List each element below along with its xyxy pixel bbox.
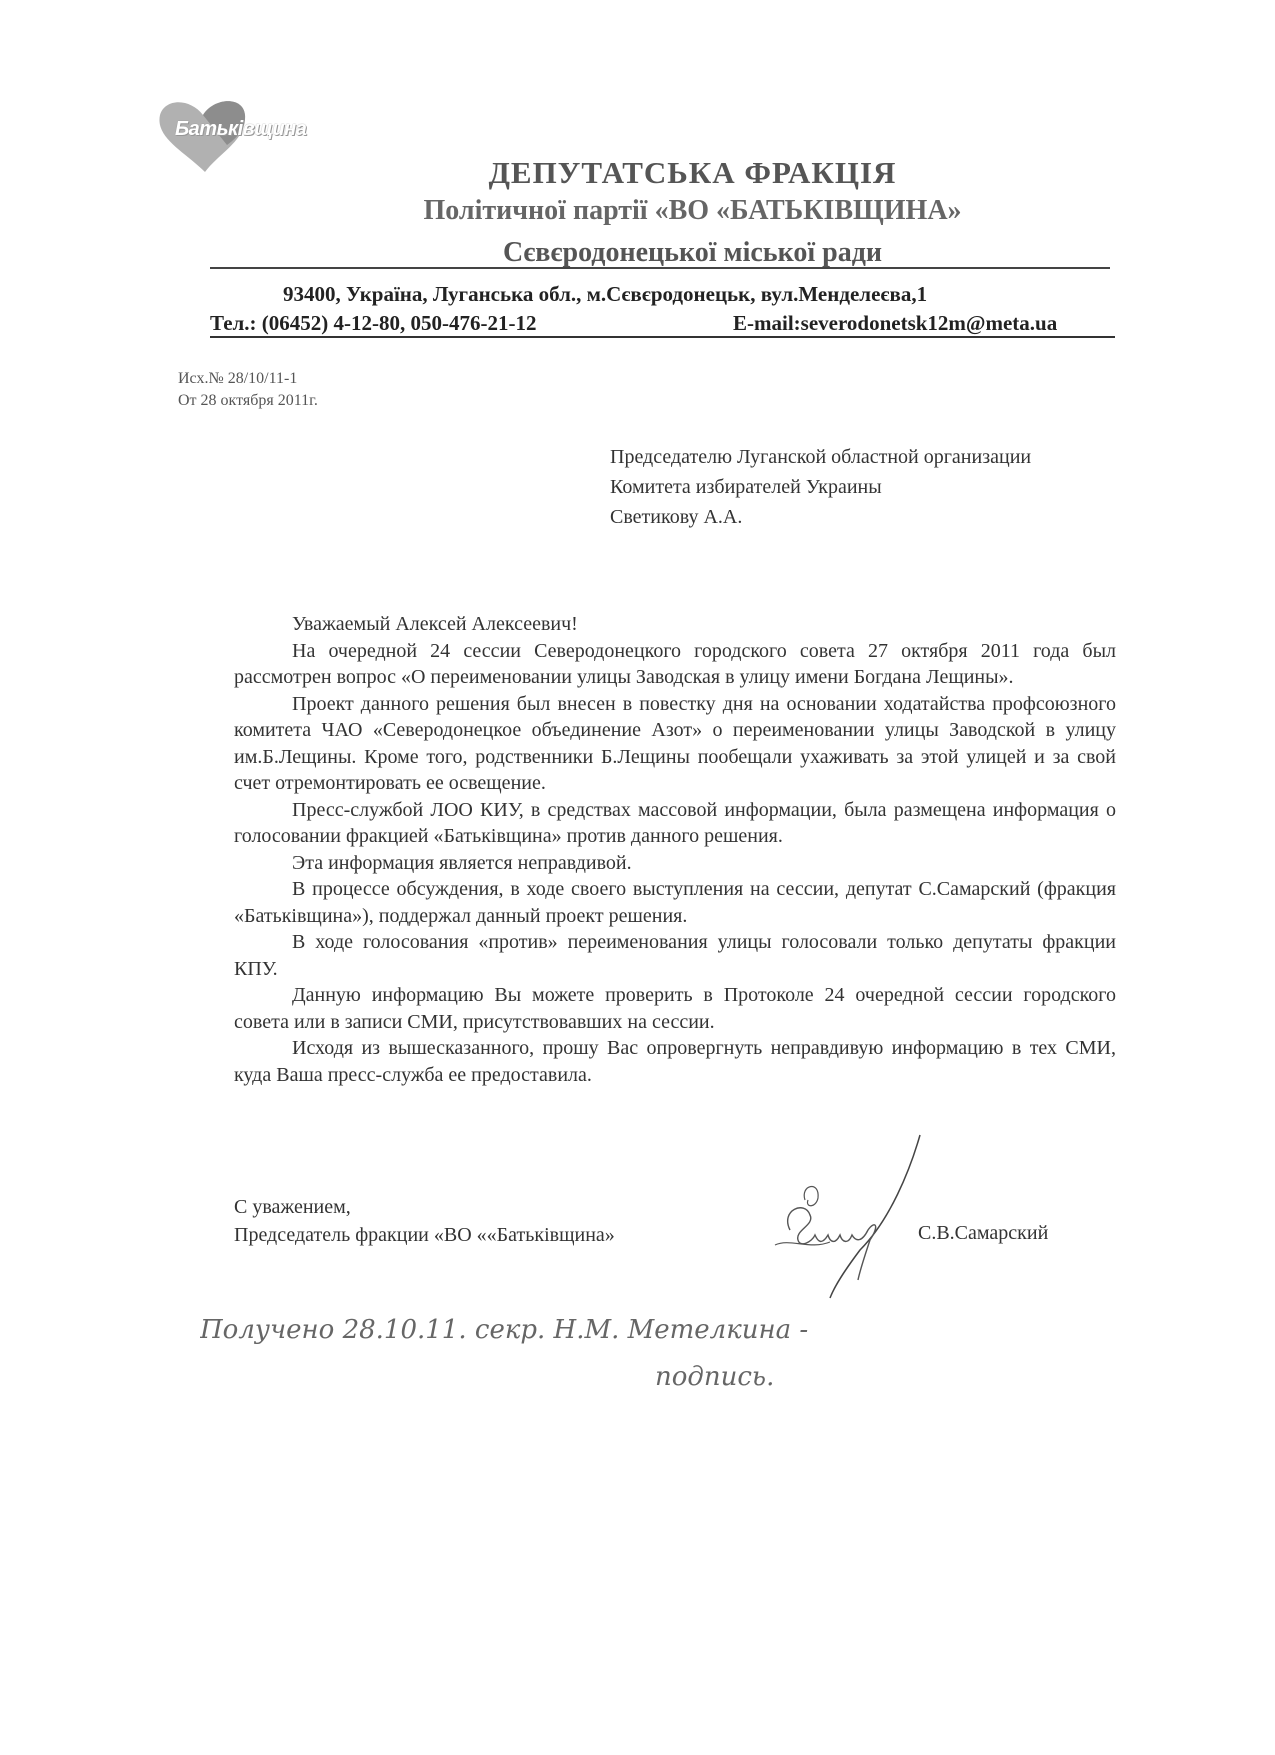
signer-name: С.В.Самарский <box>918 1222 1049 1244</box>
letter-paragraph: Пресс-службой ЛОО КИУ, в средствах массовой информации, была размещена информация о голосовании фракцией «Батьківщина» против данного решения. <box>234 798 1116 847</box>
handwritten-note-line: Получено 28.10.11. секр. Н.М. Метелкина - <box>200 1315 809 1345</box>
letter-paragraph: В процессе обсуждения, в ходе своего выступления на сессии, депутат С.Самарский (фракция «Батьківщина»), поддержал данный проект решения. <box>234 878 1116 927</box>
logo-text: Батьківщина <box>175 118 307 140</box>
recipient-block <box>610 442 1031 532</box>
letter-paragraph: Исходя из вышесказанного, прошу Вас опровергнуть неправдивую информацию в тех СМИ, куда Ваша пресс-служба ее предоставила. <box>234 1037 1116 1086</box>
letterhead-address: 93400, Україна, Луганська обл., м.Сєвєродонецьк, вул.Менделеєва,1 <box>283 282 928 306</box>
email-address: E-mail:severodonetsk12m@meta.ua <box>733 311 1058 335</box>
letter-paragraph: В ходе голосования «против» переименования улицы голосовали только депутаты фракции КПУ. <box>234 931 1116 980</box>
closing-regards: С уважением, <box>234 1196 351 1218</box>
letterhead-contacts <box>210 311 1115 338</box>
outgoing-reference <box>178 368 318 412</box>
handwritten-signature <box>750 1130 950 1300</box>
letterhead-council: Сєвєродонецької міської ради <box>502 237 882 268</box>
reference-number: Исх.№ 28/10/11-1 <box>178 370 298 387</box>
phone-number: Тел.: (06452) 4-12-80, 050-476-21-12 <box>210 311 537 335</box>
letterhead-title: ДЕПУТАТСЬКА ФРАКЦІЯ <box>488 155 897 190</box>
letter-body <box>234 611 1116 1088</box>
letterhead-divider <box>210 267 1110 269</box>
reference-date: От 28 октября 2011г. <box>178 392 318 409</box>
handwritten-note-line: подпись. <box>655 1362 775 1392</box>
letter-paragraph: Данную информацию Вы можете проверить в Протоколе 24 очередной сессии городского совета или в записи СМИ, присутствовавших на сессии. <box>234 984 1116 1033</box>
handwritten-receipt-note <box>200 1300 1250 1420</box>
recipient-line: Председателю Луганской областной организации <box>610 446 1032 468</box>
letter-paragraph: На очередной 24 сессии Северодонецкого городского совета 27 октября 2011 года был рассмотрен вопрос «О переименовании улицы Заводская в улицу имени Богдана Лещины». <box>234 639 1116 688</box>
recipient-line: Светикову А.А. <box>610 506 743 528</box>
closing-block <box>234 1193 615 1249</box>
letter-paragraph: Эта информация является неправдивой. <box>292 851 632 874</box>
letter-paragraph: Проект данного решения был внесен в повестку дня на основании ходатайства профсоюзного комитета ЧАО «Северодонецкое объединение Азот» о переименовании улицы Заводской в улицу им.Б.Лещины. Кроме того, родственники Б.Лещины пообещали ухаживать за этой улицей и за свой счет отремонтировать ее освещение. <box>234 692 1116 794</box>
letterhead-party: Політичної партії «ВО «БАТЬКІВЩИНА» <box>423 195 962 226</box>
recipient-line: Комитета избирателей Украины <box>610 476 882 498</box>
letter-greeting: Уважаемый Алексей Алексеевич! <box>292 613 578 635</box>
closing-position: Председатель фракции «ВО ««Батьківщина» <box>234 1224 615 1246</box>
